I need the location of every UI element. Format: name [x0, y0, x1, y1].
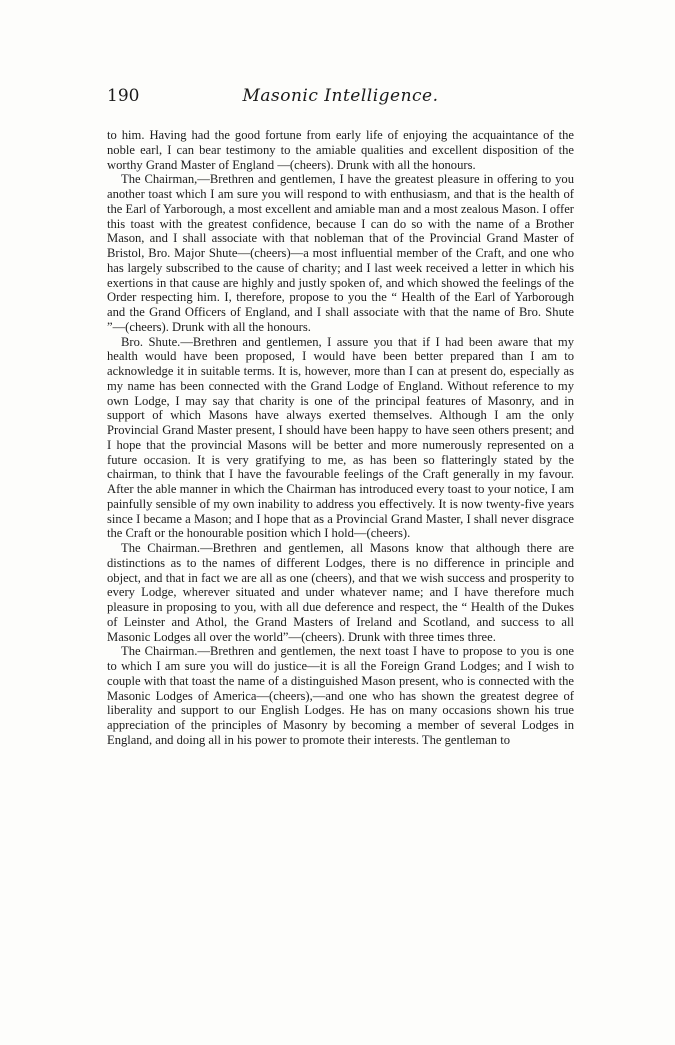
page-header: [107, 86, 574, 112]
running-title: Masonic Intelligence.: [242, 86, 439, 106]
paragraph: The Chairman,—Brethren and gentlemen, I have the greatest pleasure in offering to you another toast which I am sure you will respond to with enthusiasm, and that is the health of the Earl of Yarborough, a most excellent and amiable man and a most zealous Mason. I offer this toast with the greatest confidence, because I can do so with the name of a Brother Mason, and I shall associate with that nobleman that of the Provincial Grand Master of Bristol, Bro. Major Shute—(cheers)—a most influential member of the Craft, and one who has largely subscribed to the cause of charity; and I last week received a letter in which his exertions in that cause are highly and justly spoken of, and which showed the feelings of the Order respecting him. I, therefore, propose to you the “ Health of the Earl of Yarborough and the Grand Officers of England, and I shall associate with that the name of Bro. Shute ”—(cheers). Drunk with all the honours.: [107, 172, 574, 334]
page-number: 190: [107, 86, 140, 106]
paragraph: Bro. Shute.—Brethren and gentlemen, I assure you that if I had been aware that my health would have been proposed, I would have been better prepared than I am to acknowledge it in suitable terms. It is, however, more than I can at present do, especially as my name has been connected with the Grand Lodge of England. Without reference to my own Lodge, I may say that charity is one of the principal features of Masonry, and in support of which Masons have always exerted themselves. Although I am the only Provincial Grand Master present, I should have been happy to have seen others present; and I hope that the provincial Masons will be better and more numerously represented on a future occasion. It is very gratifying to me, as has been so flatteringly stated by the chairman, to think that I have the favourable feelings of the Craft generally in my favour. After the able manner in which the Chairman has introduced every toast to your notice, I am painfully sensible of my own inability to address you effectively. It is now twenty-five years since I became a Mason; and I hope that as a Provincial Grand Master, I shall never disgrace the Craft or the honourable position which I hold—(cheers).: [107, 334, 574, 541]
paragraph: The Chairman.—Brethren and gentlemen, the next toast I have to propose to you is one to which I am sure you will do justice—it is all the Foreign Grand Lodges; and I wish to couple with that toast the name of a distinguished Mason present, who is connected with the Masonic Lodges of America—(cheers),—and one who has shown the greatest degree of liberality and support to our English Lodges. He has on many occasions shown his true appreciation of the principles of Masonry by becoming a member of several Lodges in England, and doing all in his power to promote their interests. The gentleman to: [107, 644, 574, 747]
body-text: [107, 128, 574, 748]
paragraph: to him. Having had the good fortune from early life of enjoying the acquaintance of the noble earl, I can bear testimony to the amiable qualities and excellent disposition of the worthy Grand Master of England —(cheers). Drunk with all the honours.: [107, 128, 574, 172]
paragraph: The Chairman.—Brethren and gentlemen, all Masons know that although there are distinctions as to the names of different Lodges, there is no difference in principle and object, and that in fact we are all as one (cheers), and that we wish success and prosperity to every Lodge, wherever situated and under whatever name; and I have therefore much pleasure in proposing to you, with all due deference and respect, the “ Health of the Dukes of Leinster and Athol, the Grand Masters of Ireland and Scotland, and success to all Masonic Lodges all over the world”—(cheers). Drunk with three times three.: [107, 541, 574, 644]
